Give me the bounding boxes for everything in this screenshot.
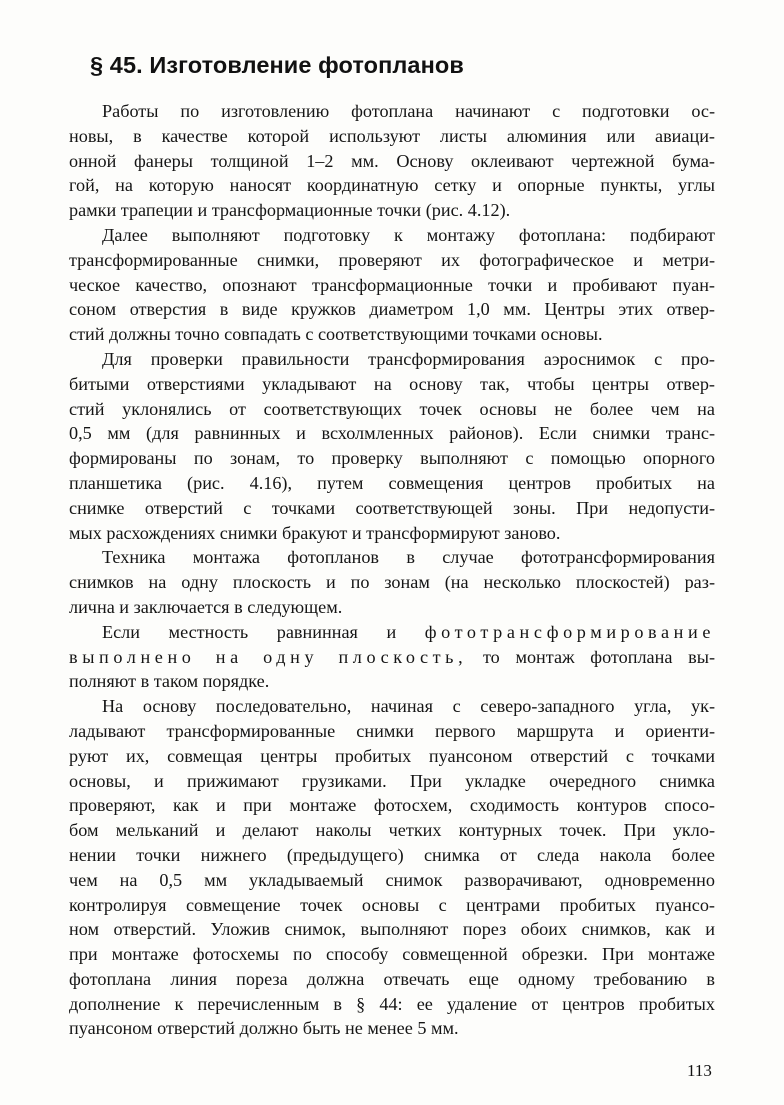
text-line: проверяют, как и при монтаже фотосхем, сходимость контуров спосо-	[69, 795, 715, 816]
text-line: основы, и прижимают грузиками. При укладке очередного снимка	[69, 770, 715, 791]
text-line: соном отверстия в виде кружков диаметром 1,0 мм. Центры этих отвер-	[69, 299, 715, 320]
text-line: нении точки нижнего (предыдущего) снимка от следа накола более	[69, 844, 715, 865]
text-line: мых расхождениях снимки бракуют и трансформируют заново.	[69, 522, 561, 543]
section-heading: § 45. Изготовление фотопланов	[90, 52, 464, 78]
text-run: то монтаж фотоплана вы-	[467, 646, 715, 667]
text-line: снимков на одну плоскость и по зонам (на несколько плоскостей) раз-	[69, 572, 715, 593]
text-line: планшетика (рис. 4.16), путем совмещения центров пробитых на	[69, 472, 715, 493]
text-line: ладывают трансформированные снимки первого маршрута и ориенти-	[69, 720, 715, 741]
text-line	[69, 620, 715, 645]
text-line: бом мельканий и делают наколы четких контурных точек. При укло-	[69, 820, 715, 841]
text-line: руют их, совмещая центры пробитых пуансоном отверстий с точками	[69, 745, 715, 766]
text-line	[69, 645, 715, 670]
paragraph	[69, 99, 715, 223]
text-line: полняют в таком порядке.	[69, 671, 270, 692]
text-line: онной фанеры толщиной 1–2 мм. Основу оклеивают чертежной бума-	[69, 150, 715, 171]
text-line: Техника монтажа фотопланов в случае фототрансформирования	[102, 547, 715, 568]
text-line: фотоплана линия пореза должна отвечать еще одному требованию в	[69, 968, 715, 989]
text-line: формированы по зонам, то проверку выполняют с помощью опорного	[69, 448, 715, 469]
paragraph	[69, 694, 715, 1041]
text-line: при монтаже фотосхемы по способу совмещенной обрезки. При монтаже	[69, 944, 715, 965]
text-line: ческое качество, опознают трансформационные точки и пробивают пуан-	[69, 274, 715, 295]
text-line: 0,5 мм (для равнинных и всхолмленных районов). Если снимки транс-	[69, 423, 715, 444]
text-line: стий должны точно совпадать с соответствующими точками основы.	[69, 324, 603, 345]
text-line: дополнение к перечисленным в § 44: ее удаление от центров пробитых	[69, 993, 715, 1014]
text-line: На основу последовательно, начиная с северо-западного угла, ук-	[102, 696, 715, 717]
text-line: лична и заключается в следующем.	[69, 596, 343, 617]
spaced-emphasis: фототрансформирование	[424, 621, 715, 642]
paragraph	[69, 223, 715, 347]
text-line: трансформированные снимки, проверяют их фотографическое и метри-	[69, 249, 715, 270]
text-line: новы, в качестве которой используют листы алюминия или авиаци-	[69, 125, 715, 146]
text-line: стий уклонялись от соответствующих точек основы не более чем на	[69, 398, 715, 419]
text-line: гой, на которую наносят координатную сетку и опорные пункты, углы	[69, 175, 715, 196]
text-line: ном отверстий. Уложив снимок, выполняют порез обоих снимков, как и	[69, 919, 715, 940]
page-body	[69, 99, 715, 1041]
page-number: 113	[687, 1061, 712, 1080]
text-line: рамки трапеции и трансформационные точки (рис. 4.12).	[69, 200, 511, 221]
text-run: Если местность равнинная и	[102, 621, 425, 642]
paragraph	[69, 545, 715, 619]
text-line: Далее выполняют подготовку к монтажу фотоплана: подбирают	[102, 224, 715, 245]
text-line: контролируя совмещение точек основы с центрами пробитых пуансо-	[69, 894, 715, 915]
spaced-emphasis: выполнено на одну плоскость,	[69, 646, 468, 667]
text-line: чем на 0,5 мм укладываемый снимок разворачивают, одновременно	[69, 869, 715, 890]
text-line: битыми отверстиями укладывают на основу так, чтобы центры отвер-	[69, 373, 715, 394]
text-line: снимке отверстий с точками соответствующей зоны. При недопусти-	[69, 497, 715, 518]
text-line: пуансоном отверстий должно быть не менее 5 мм.	[69, 1018, 459, 1039]
text-line: Работы по изготовлению фотоплана начинают с подготовки ос-	[102, 101, 715, 121]
text-line: Для проверки правильности трансформирования аэроснимок с про-	[102, 348, 715, 369]
paragraph	[69, 347, 715, 545]
paragraph	[69, 620, 715, 694]
